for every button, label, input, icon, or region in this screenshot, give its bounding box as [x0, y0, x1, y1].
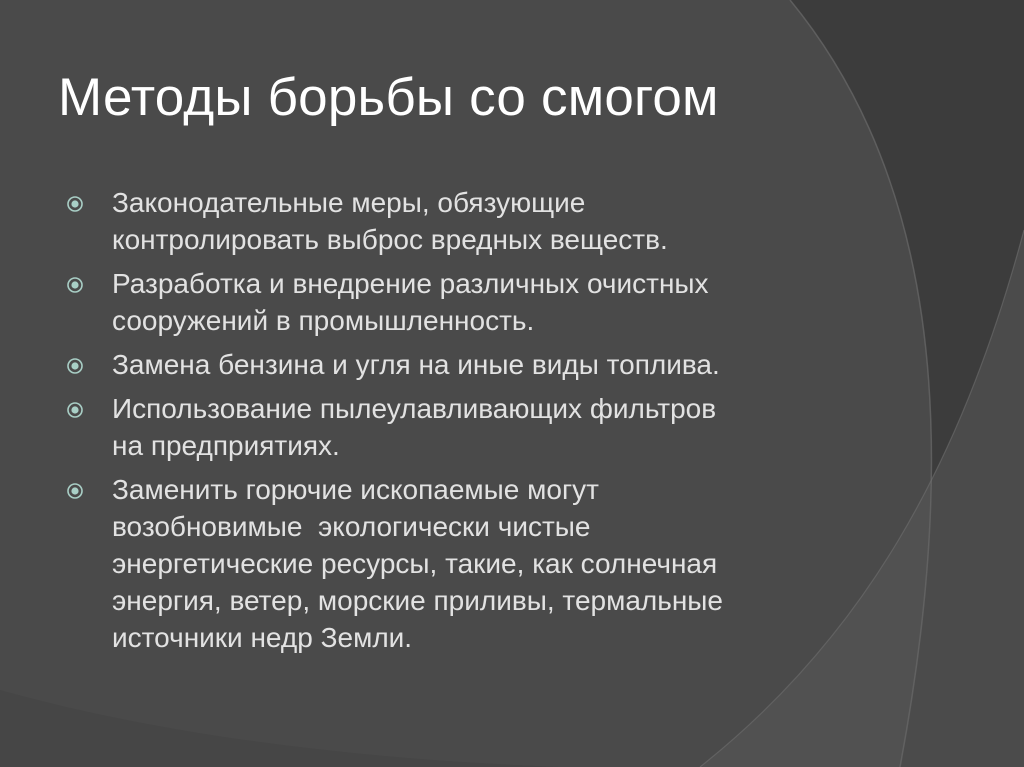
circle-dot-bullet-icon	[66, 401, 84, 419]
bullet-item	[66, 184, 866, 258]
circle-dot-bullet-icon	[66, 357, 84, 375]
bullet-text: Заменить горючие ископаемые могут возобновимые экологически чистые энергетические ресурсы, такие, как солнечная энергия, ветер, морские приливы, термальные источники недр Земли.	[112, 474, 723, 653]
slide-title: Методы борьбы со смогом	[58, 68, 719, 127]
bullet-text: Замена бензина и угля на иные виды топлива.	[112, 349, 720, 380]
bullet-text: Использование пылеулавливающих фильтров на предприятиях.	[112, 393, 717, 461]
bullet-list	[66, 184, 866, 663]
bullet-text: Разработка и внедрение различных очистных сооружений в промышленность.	[112, 268, 709, 336]
bullet-item	[66, 390, 866, 464]
bullet-item	[66, 346, 866, 383]
circle-dot-bullet-icon	[66, 276, 84, 294]
circle-dot-bullet-icon	[66, 195, 84, 213]
bullet-item	[66, 471, 866, 656]
bullet-text: Законодательные меры, обязующие контролировать выброс вредных веществ.	[112, 187, 668, 255]
bullet-item	[66, 265, 866, 339]
circle-dot-bullet-icon	[66, 482, 84, 500]
